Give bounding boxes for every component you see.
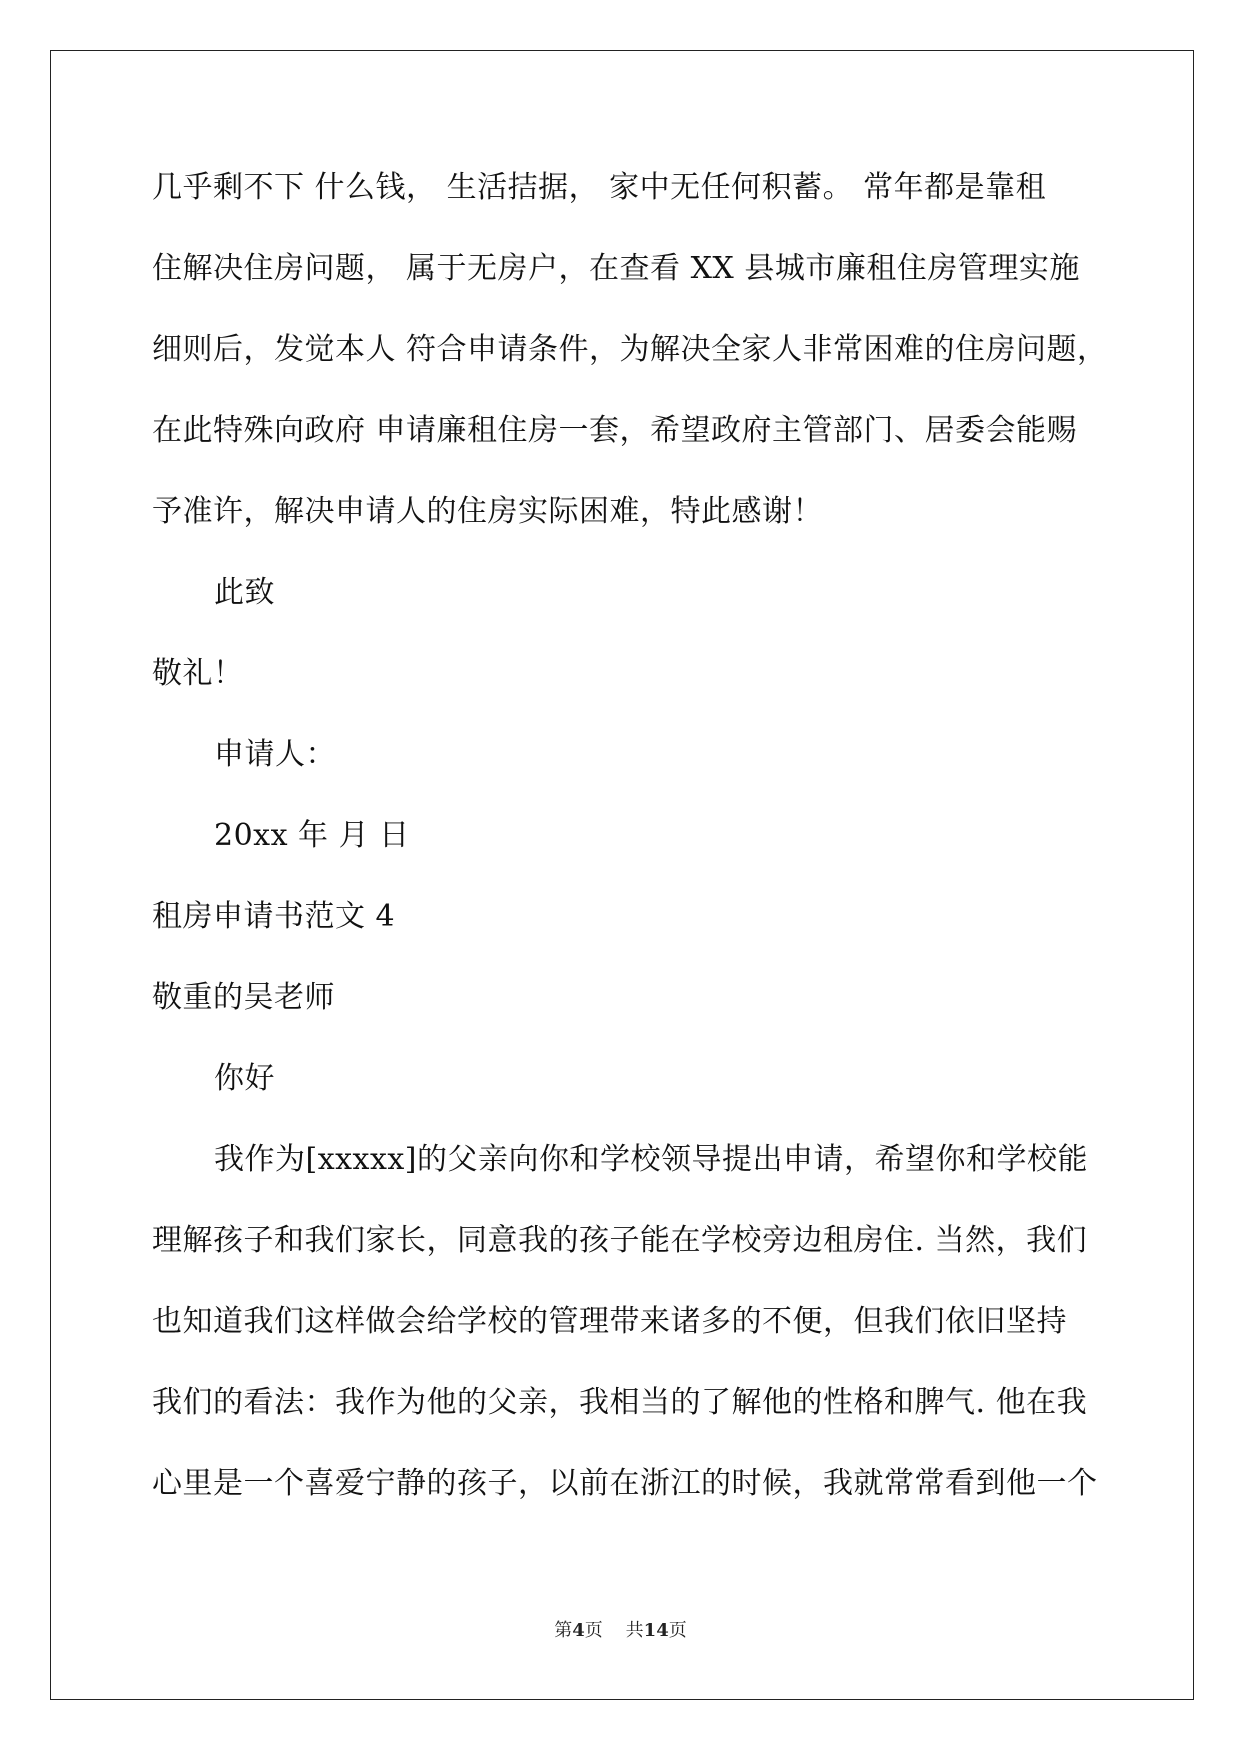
paragraph-line: 理解孩子和我们家长，同意我的孩子能在学校旁边租房住. 当然，我们: [152, 1223, 1088, 1258]
recipient: 敬重的吴老师: [152, 980, 335, 1015]
paragraph-line: 我们的看法：我作为他的父亲，我相当的了解他的性格和脾气. 他在我: [152, 1385, 1088, 1420]
paragraph-line: 予准许，解决申请人的住房实际困难，特此感谢！: [152, 494, 823, 529]
page-footer: [0, 1616, 1241, 1642]
footer-total-prefix: 共: [625, 1620, 644, 1641]
paragraph-line: 细则后，发觉本人 符合申请条件，为解决全家人非常困难的住房问题，: [152, 332, 1108, 367]
footer-page-suffix: 页: [584, 1620, 603, 1641]
closing-regards: 敬礼！: [152, 656, 244, 691]
applicant-label: 申请人：: [214, 737, 336, 772]
paragraph-line: 我作为[xxxxx]的父亲向你和学校领导提出申请，希望你和学校能: [214, 1142, 1089, 1177]
paragraph-line: 心里是一个喜爱宁静的孩子，以前在浙江的时候，我就常常看到他一个: [152, 1466, 1098, 1501]
date-line: 20xx 年 月 日: [214, 818, 410, 853]
footer-total-suffix: 页: [668, 1620, 687, 1641]
closing-salutation: 此致: [214, 575, 275, 610]
footer-prefix: 第: [554, 1620, 573, 1641]
current-page-number: 4: [572, 1620, 585, 1641]
greeting: 你好: [214, 1061, 275, 1096]
paragraph-line: 住解决住房问题， 属于无房户，在查看 XX 县城市廉租住房管理实施: [152, 251, 1080, 286]
paragraph-line: 几乎剩不下 什么钱， 生活拮据， 家中无任何积蓄。 常年都是靠租: [152, 170, 1047, 205]
paragraph-line: 在此特殊向政府 申请廉租住房一套，希望政府主管部门、居委会能赐: [152, 413, 1078, 448]
paragraph-line: 也知道我们这样做会给学校的管理带来诸多的不便，但我们依旧坚持: [152, 1304, 1067, 1339]
section-title: 租房申请书范文 4: [152, 899, 396, 934]
document-body: [152, 160, 1108, 1537]
total-page-count: 14: [643, 1620, 669, 1641]
